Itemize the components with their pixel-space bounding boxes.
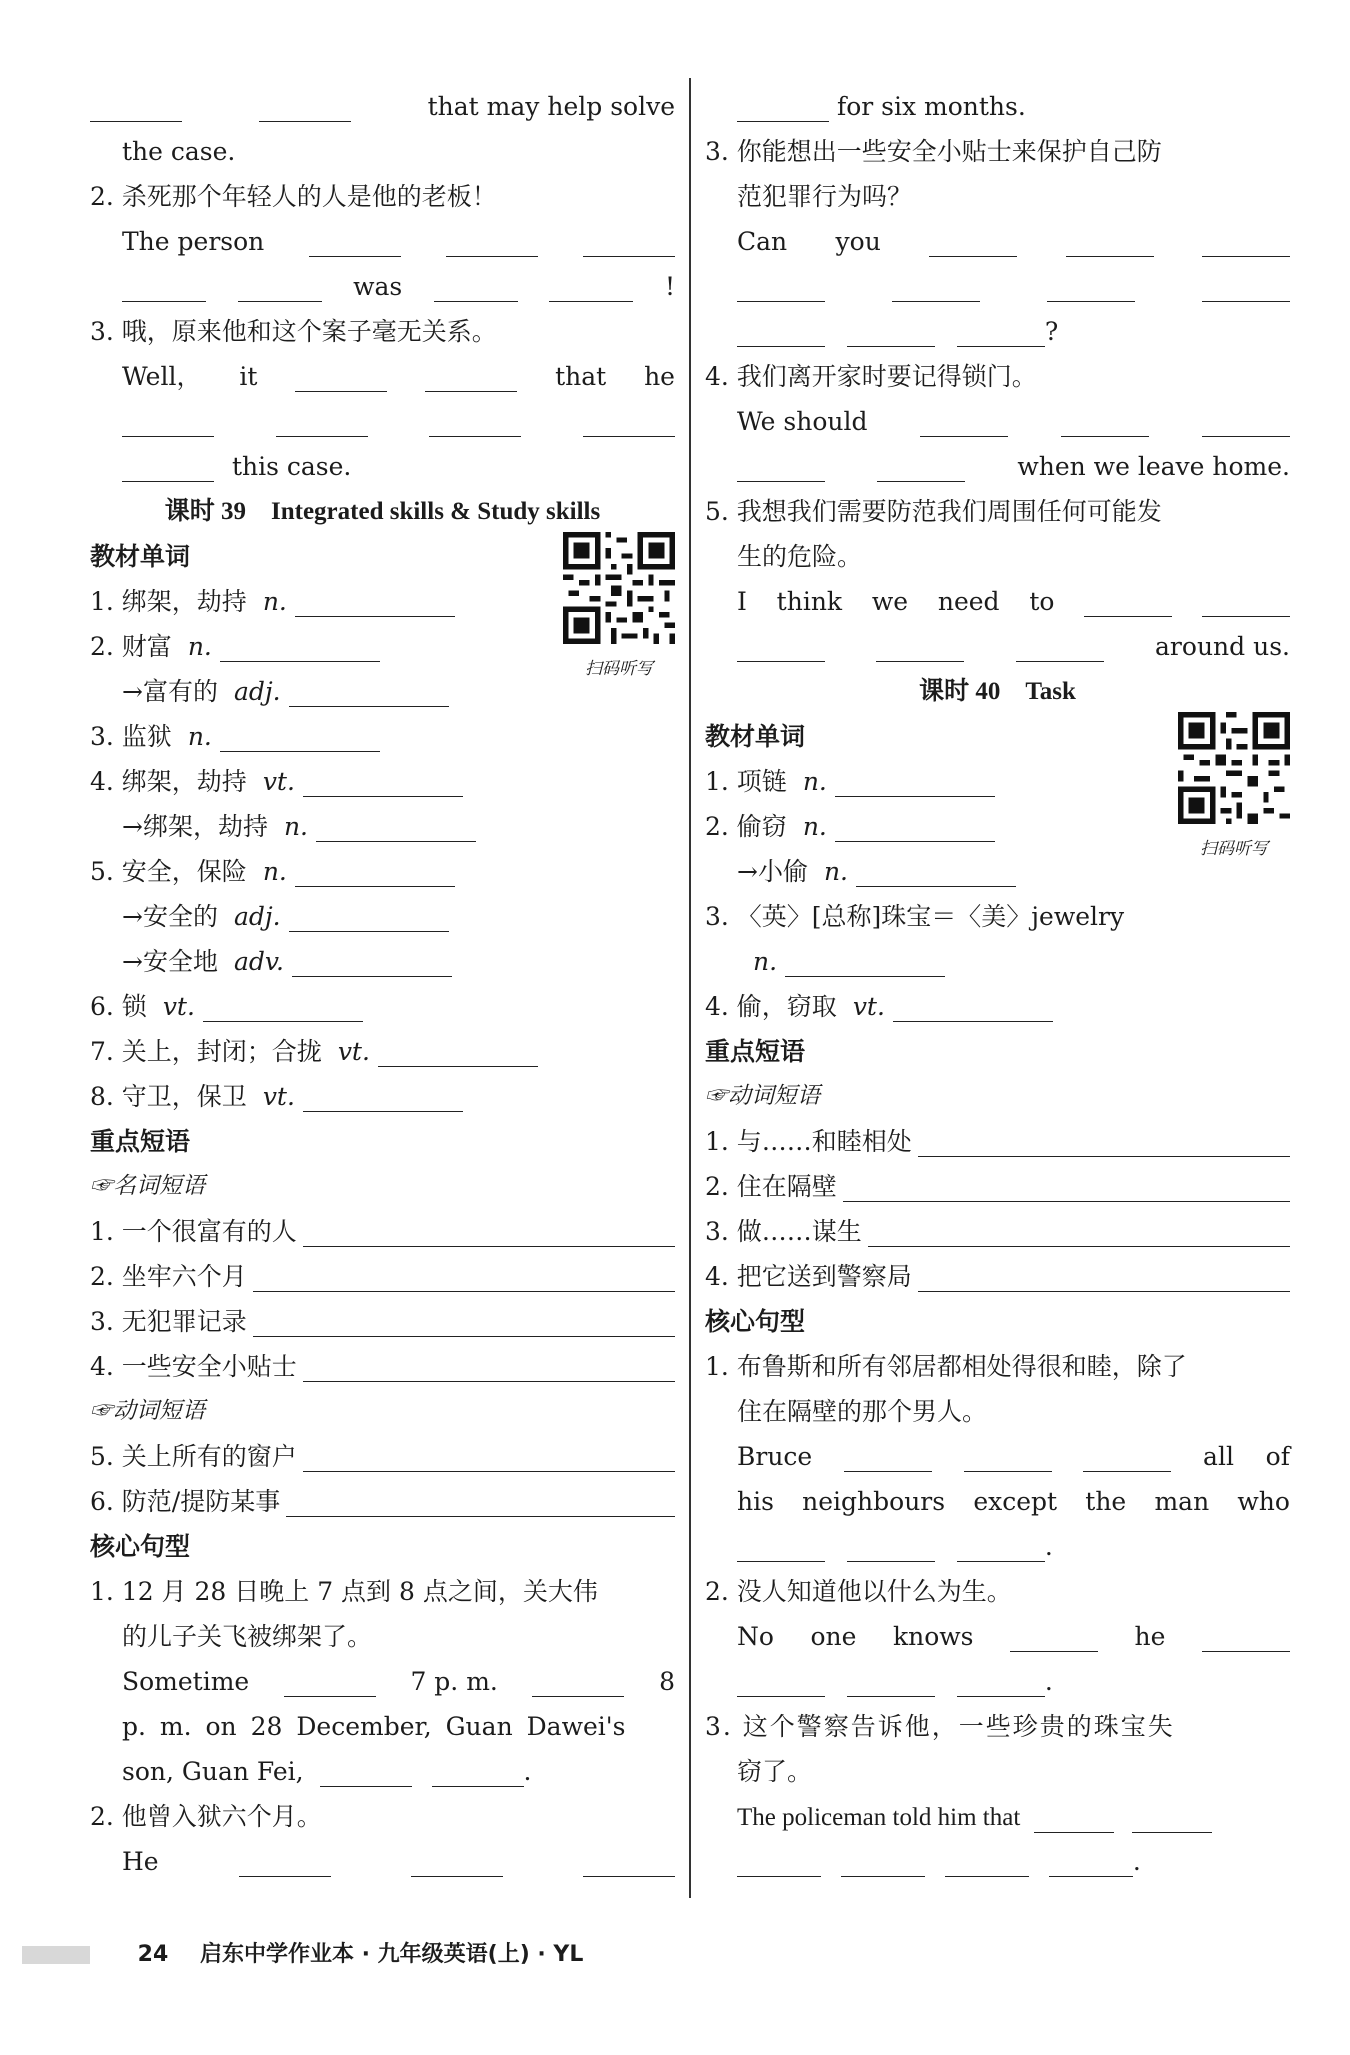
- sentence-prompt: 2. 没人知道他以什么为生。: [705, 1577, 1012, 1606]
- exercise-line: [705, 1479, 1290, 1524]
- answer-blank[interactable]: [1202, 406, 1290, 437]
- answer-blank[interactable]: [929, 226, 1017, 257]
- phrase-item: [90, 1299, 675, 1344]
- answer-blank[interactable]: [1202, 586, 1290, 617]
- subsection-label: ☞动词短语: [90, 1398, 205, 1424]
- exercise-text: that may help solve: [427, 92, 675, 121]
- exercise-prompt: 3. 哦，原来他和这个案子毫无关系。: [90, 317, 497, 346]
- answer-blank[interactable]: [220, 631, 380, 662]
- page-number: 24: [137, 1942, 169, 1967]
- answer-blank[interactable]: [1202, 226, 1290, 257]
- vocab-item: [90, 804, 675, 849]
- left-column: [90, 84, 675, 1884]
- part-of-speech: n.: [753, 947, 778, 976]
- vocab-section: [705, 714, 1290, 1029]
- part-of-speech: vt.: [337, 1037, 370, 1066]
- exercise-text: neighbours: [802, 1487, 946, 1516]
- phrase-label: 4. 一些安全小贴士: [90, 1352, 297, 1381]
- answer-blank[interactable]: [303, 1441, 675, 1472]
- phrase-list: [705, 1119, 1290, 1299]
- phrase-list: [90, 1434, 675, 1524]
- part-of-speech: n.: [283, 812, 309, 841]
- vocab-item: [705, 984, 1290, 1029]
- answer-blank[interactable]: [320, 1756, 412, 1787]
- answer-blank[interactable]: [920, 406, 1008, 437]
- part-of-speech: vt.: [262, 767, 295, 796]
- exercise-line: [90, 444, 675, 489]
- answer-blank[interactable]: [737, 1666, 825, 1697]
- answer-blank[interactable]: [203, 991, 363, 1022]
- exercise-prompt: 生的危险。: [737, 542, 863, 571]
- exercise-line: [90, 219, 675, 264]
- exercise-text: !: [664, 272, 675, 301]
- answer-blank[interactable]: [957, 1531, 1045, 1562]
- phrase-item: [90, 1344, 675, 1389]
- exercise-line: .: [705, 1524, 1290, 1569]
- sentence-prompt: 3. 这个警察告诉他，一些珍贵的珠宝失: [705, 1712, 1175, 1741]
- answer-blank[interactable]: [434, 271, 518, 302]
- subsection-label: ☞名词短语: [90, 1173, 205, 1199]
- vocab-list: [705, 759, 1290, 1029]
- answer-blank[interactable]: [737, 316, 825, 347]
- exercise-text: 7 p. m.: [410, 1667, 498, 1696]
- vocab-item: [90, 1074, 675, 1119]
- exercise-text: his: [737, 1487, 774, 1516]
- section-heading: 教材单词: [90, 542, 191, 571]
- answer-blank[interactable]: [737, 1531, 825, 1562]
- exercise-line: .: [705, 1839, 1290, 1884]
- answer-blank[interactable]: [549, 271, 633, 302]
- vocab-label: →安全的: [122, 902, 218, 931]
- answer-blank[interactable]: [303, 1351, 675, 1382]
- answer-blank[interactable]: [856, 856, 1016, 887]
- sentence-prompt: 的儿子关飞被绑架了。: [122, 1622, 373, 1651]
- exercise-text: He: [122, 1847, 159, 1876]
- answer-blank[interactable]: [1083, 1441, 1171, 1472]
- answer-blank[interactable]: [847, 1531, 935, 1562]
- answer-blank[interactable]: [957, 316, 1045, 347]
- exercise-text: Sometime: [122, 1667, 250, 1696]
- vocab-label: 6. 锁: [90, 992, 147, 1021]
- answer-blank[interactable]: [303, 766, 463, 797]
- section-heading: 重点短语: [705, 1037, 806, 1066]
- exercise-line: [90, 264, 675, 309]
- vocab-label: 5. 安全，保险: [90, 857, 247, 886]
- part-of-speech: adj.: [233, 902, 281, 931]
- exercise-text: he: [1134, 1622, 1166, 1651]
- exercise-line: [705, 264, 1290, 309]
- answer-blank[interactable]: [737, 1846, 821, 1877]
- exercise-text: when we leave home.: [1017, 452, 1290, 481]
- exercise-line: [705, 444, 1290, 489]
- vocab-label: 2. 财富: [90, 632, 172, 661]
- answer-blank[interactable]: [945, 1846, 1029, 1877]
- exercise-prompt: 5. 我想我们需要防范我们周围任何可能发: [705, 497, 1162, 526]
- part-of-speech: adv.: [233, 947, 284, 976]
- vocab-item: [90, 849, 675, 894]
- answer-blank[interactable]: [583, 226, 675, 257]
- answer-blank[interactable]: [253, 1306, 675, 1337]
- exercise-text: son, Guan Fei,: [122, 1757, 304, 1786]
- answer-blank[interactable]: [1049, 1846, 1133, 1877]
- exercise-prompt: 4. 我们离开家时要记得锁门。: [705, 362, 1037, 391]
- vocab-item: [90, 624, 675, 669]
- exercise-line: p. m. on 28 December, Guan Dawei's: [122, 1712, 626, 1741]
- part-of-speech: n.: [802, 812, 827, 841]
- exercise-line: [705, 624, 1290, 669]
- answer-blank[interactable]: [1066, 226, 1154, 257]
- exercise-line: [705, 1794, 1290, 1839]
- answer-blank[interactable]: [378, 1036, 538, 1067]
- exercise-text: was: [353, 272, 403, 301]
- phrase-item: [90, 1434, 675, 1479]
- answer-blank[interactable]: [835, 766, 995, 797]
- part-of-speech: n.: [823, 857, 849, 886]
- exercise-line: [90, 1839, 675, 1884]
- exercise-text: except: [973, 1487, 1058, 1516]
- qr-caption: 扫码听写: [585, 659, 653, 679]
- vocab-item: [90, 579, 675, 624]
- vocab-label: 7. 关上，封闭；合拢: [90, 1037, 322, 1066]
- phrase-label: 5. 关上所有的窗户: [90, 1442, 297, 1471]
- exercise-line: the case.: [122, 137, 236, 166]
- footer-decoration: [22, 1946, 90, 1964]
- part-of-speech: vt.: [852, 992, 885, 1021]
- answer-blank[interactable]: [316, 811, 476, 842]
- answer-blank[interactable]: [877, 451, 965, 482]
- exercise-line: ?: [705, 309, 1290, 354]
- vocab-list: [90, 579, 675, 1119]
- part-of-speech: vt.: [262, 1082, 295, 1111]
- exercise-text: knows: [892, 1622, 974, 1651]
- sentence-prompt: 1. 12 月 28 日晚上 7 点到 8 点之间，关大伟: [90, 1577, 598, 1606]
- answer-blank[interactable]: [429, 406, 521, 437]
- answer-blank[interactable]: [122, 406, 214, 437]
- book-title: 启东中学作业本 · 九年级英语(上) · YL: [199, 1942, 584, 1967]
- vocab-label: 4. 偷，窃取: [705, 992, 837, 1021]
- exercise-text: need: [937, 587, 1000, 616]
- answer-blank[interactable]: [1061, 406, 1149, 437]
- exercise-text: 8: [659, 1667, 675, 1696]
- answer-blank[interactable]: [847, 316, 935, 347]
- vocab-label: 3. 监狱: [90, 722, 172, 751]
- answer-blank[interactable]: [90, 91, 182, 122]
- answer-blank[interactable]: [532, 1666, 624, 1697]
- vocab-label: 1. 绑架，劫持: [90, 587, 247, 616]
- exercise-text: Can: [737, 227, 788, 256]
- vocab-label: 2. 偷窃: [705, 812, 787, 841]
- qr-caption: 扫码听写: [1200, 839, 1268, 859]
- exercise-text: I: [737, 587, 747, 616]
- phrase-label: 3. 无犯罪记录: [90, 1307, 247, 1336]
- exercise-line: [705, 219, 1290, 264]
- vocab-section: [90, 534, 675, 1119]
- answer-blank[interactable]: [785, 946, 945, 977]
- answer-blank[interactable]: [843, 1171, 1290, 1202]
- exercise-text: we: [871, 587, 909, 616]
- exercise-text: The person: [122, 227, 265, 256]
- phrase-item: [705, 1164, 1290, 1209]
- answer-blank[interactable]: [238, 271, 322, 302]
- part-of-speech: adj.: [233, 677, 281, 706]
- vocab-label: 3. 〈英〉[总称]珠宝＝〈美〉jewelry: [705, 902, 1125, 931]
- exercise-line: [705, 84, 1290, 129]
- answer-blank[interactable]: [309, 226, 401, 257]
- phrase-item: [90, 1479, 675, 1524]
- answer-blank[interactable]: [1202, 271, 1290, 302]
- answer-blank[interactable]: [276, 406, 368, 437]
- answer-blank[interactable]: [892, 271, 980, 302]
- subsection-label: ☞动词短语: [705, 1083, 820, 1109]
- exercise-text: this case.: [231, 452, 352, 481]
- answer-blank[interactable]: [425, 361, 517, 392]
- vocab-label: 8. 守卫，保卫: [90, 1082, 247, 1111]
- answer-blank[interactable]: [253, 1261, 675, 1292]
- exercise-text: to: [1029, 587, 1055, 616]
- sentence-prompt: 窃了。: [737, 1757, 813, 1786]
- sentence-prompt: 2. 他曾入狱六个月。: [90, 1802, 322, 1831]
- vocab-item: [90, 939, 675, 984]
- phrase-label: 6. 防范/提防某事: [90, 1487, 281, 1516]
- exercise-prompt: 3. 你能想出一些安全小贴士来保护自己防: [705, 137, 1162, 166]
- vocab-label: 4. 绑架，劫持: [90, 767, 247, 796]
- exercise-text: the: [1085, 1487, 1127, 1516]
- answer-blank[interactable]: [446, 226, 538, 257]
- answer-blank[interactable]: [841, 1846, 925, 1877]
- answer-blank[interactable]: [583, 1846, 675, 1877]
- vocab-item: [705, 939, 1290, 984]
- answer-blank[interactable]: [432, 1756, 524, 1787]
- answer-blank[interactable]: [1016, 631, 1104, 662]
- phrase-item: [90, 1254, 675, 1299]
- column-divider: [689, 78, 691, 1898]
- vocab-item: [90, 1029, 675, 1074]
- vocab-item: [705, 894, 1290, 939]
- phrase-item: [705, 1209, 1290, 1254]
- phrase-label: 2. 住在隔壁: [705, 1172, 837, 1201]
- answer-blank[interactable]: [292, 946, 452, 977]
- part-of-speech: n.: [262, 587, 287, 616]
- phrase-label: 2. 坐牢六个月: [90, 1262, 247, 1291]
- exercise-text: No: [737, 1622, 774, 1651]
- part-of-speech: n.: [187, 722, 212, 751]
- answer-blank[interactable]: [737, 631, 825, 662]
- exercise-prompt: 范犯罪行为吗？: [737, 182, 913, 211]
- vocab-item: [705, 759, 1290, 804]
- exercise-text: Bruce: [737, 1442, 813, 1471]
- sentence-prompt: 住在隔壁的那个男人。: [737, 1397, 988, 1426]
- answer-blank[interactable]: [964, 1441, 1052, 1472]
- exercise-line: [90, 84, 675, 129]
- exercise-line: [90, 354, 675, 399]
- vocab-item: [90, 669, 675, 714]
- exercise-text: Well，: [122, 362, 202, 391]
- answer-blank[interactable]: [583, 406, 675, 437]
- answer-blank[interactable]: [122, 271, 206, 302]
- exercise-text: think: [776, 587, 843, 616]
- exercise-text: of: [1265, 1442, 1290, 1471]
- exercise-text: man: [1154, 1487, 1210, 1516]
- phrase-item: [705, 1119, 1290, 1164]
- answer-blank[interactable]: [957, 1666, 1045, 1697]
- answer-blank[interactable]: [239, 1846, 331, 1877]
- vocab-item: [90, 984, 675, 1029]
- answer-blank[interactable]: [1084, 586, 1172, 617]
- exercise-line: .: [705, 1659, 1290, 1704]
- right-column: [705, 84, 1290, 1884]
- answer-blank[interactable]: [286, 1486, 675, 1517]
- answer-blank[interactable]: [1202, 1621, 1290, 1652]
- answer-blank[interactable]: [284, 1666, 376, 1697]
- answer-blank[interactable]: [295, 586, 455, 617]
- answer-blank[interactable]: [893, 991, 1053, 1022]
- answer-blank[interactable]: [259, 91, 351, 122]
- answer-blank[interactable]: [737, 271, 825, 302]
- section-heading: 教材单词: [705, 722, 806, 751]
- exercise-text: who: [1237, 1487, 1290, 1516]
- answer-blank[interactable]: [868, 1216, 1290, 1247]
- exercise-text: one: [810, 1622, 857, 1651]
- exercise-text: We should: [737, 407, 868, 436]
- vocab-item: [705, 804, 1290, 849]
- phrase-item: [705, 1254, 1290, 1299]
- phrase-item: [90, 1209, 675, 1254]
- exercise-text: it: [239, 362, 258, 391]
- vocab-item: [90, 714, 675, 759]
- exercise-text: that: [555, 362, 607, 391]
- phrase-label: 3. 做……谋生: [705, 1217, 862, 1246]
- answer-blank[interactable]: [1047, 271, 1135, 302]
- answer-blank[interactable]: [835, 811, 995, 842]
- answer-blank[interactable]: [737, 91, 829, 122]
- sentence-prompt: 1. 布鲁斯和所有邻居都相处得很和睦，除了: [705, 1352, 1187, 1381]
- phrase-label: 1. 与……和睦相处: [705, 1127, 912, 1156]
- exercise-text: around us.: [1155, 632, 1290, 661]
- answer-blank[interactable]: [1132, 1802, 1212, 1833]
- answer-blank[interactable]: [289, 676, 449, 707]
- exercise-line: son, Guan Fei, .: [122, 1757, 532, 1786]
- exercise-prompt: 2. 杀死那个年轻人的人是他的老板！: [90, 182, 497, 211]
- answer-blank[interactable]: [918, 1126, 1290, 1157]
- exercise-line: [705, 1614, 1290, 1659]
- vocab-label: →绑架，劫持: [122, 812, 268, 841]
- answer-blank[interactable]: [847, 1666, 935, 1697]
- answer-blank[interactable]: [295, 361, 387, 392]
- phrase-label: 1. 一个很富有的人: [90, 1217, 297, 1246]
- exercise-line: [705, 1434, 1290, 1479]
- vocab-label: 1. 项链: [705, 767, 787, 796]
- answer-blank[interactable]: [918, 1261, 1290, 1292]
- exercise-line: [705, 399, 1290, 444]
- answer-blank[interactable]: [295, 856, 455, 887]
- vocab-label: →富有的: [122, 677, 218, 706]
- phrase-list: [90, 1209, 675, 1389]
- answer-blank[interactable]: [737, 451, 825, 482]
- vocab-item: [90, 894, 675, 939]
- answer-blank[interactable]: [1010, 1621, 1098, 1652]
- exercise-text: The policeman told him that: [737, 1804, 1021, 1831]
- answer-blank[interactable]: [1034, 1802, 1114, 1833]
- exercise-line: [90, 1659, 675, 1704]
- answer-blank[interactable]: [411, 1846, 503, 1877]
- part-of-speech: n.: [802, 767, 827, 796]
- section-heading: 重点短语: [90, 1127, 191, 1156]
- lesson-39-title: 课时 39 Integrated skills & Study skills: [164, 498, 601, 525]
- exercise-line: [90, 399, 675, 444]
- part-of-speech: vt.: [162, 992, 195, 1021]
- vocab-label: →小偷: [737, 857, 808, 886]
- answer-blank[interactable]: [844, 1441, 932, 1472]
- exercise-text: for six months.: [836, 92, 1026, 121]
- part-of-speech: n.: [187, 632, 212, 661]
- vocab-item: [90, 759, 675, 804]
- phrase-label: 4. 把它送到警察局: [705, 1262, 912, 1291]
- part-of-speech: n.: [262, 857, 287, 886]
- answer-blank[interactable]: [876, 631, 964, 662]
- answer-blank[interactable]: [303, 1216, 675, 1247]
- section-heading: 核心句型: [90, 1532, 191, 1561]
- answer-blank[interactable]: [220, 721, 380, 752]
- page-footer: [22, 1935, 583, 1975]
- answer-blank[interactable]: [289, 901, 449, 932]
- vocab-item: [705, 849, 1290, 894]
- answer-blank[interactable]: [122, 451, 214, 482]
- exercise-line: [705, 579, 1290, 624]
- exercise-text: he: [644, 362, 675, 391]
- exercise-text: you: [835, 227, 881, 256]
- vocab-label: →安全地: [122, 947, 218, 976]
- answer-blank[interactable]: [303, 1081, 463, 1112]
- lesson-40-title: 课时 40 Task: [919, 678, 1076, 705]
- exercise-text: all: [1203, 1442, 1234, 1471]
- section-heading: 核心句型: [705, 1307, 806, 1336]
